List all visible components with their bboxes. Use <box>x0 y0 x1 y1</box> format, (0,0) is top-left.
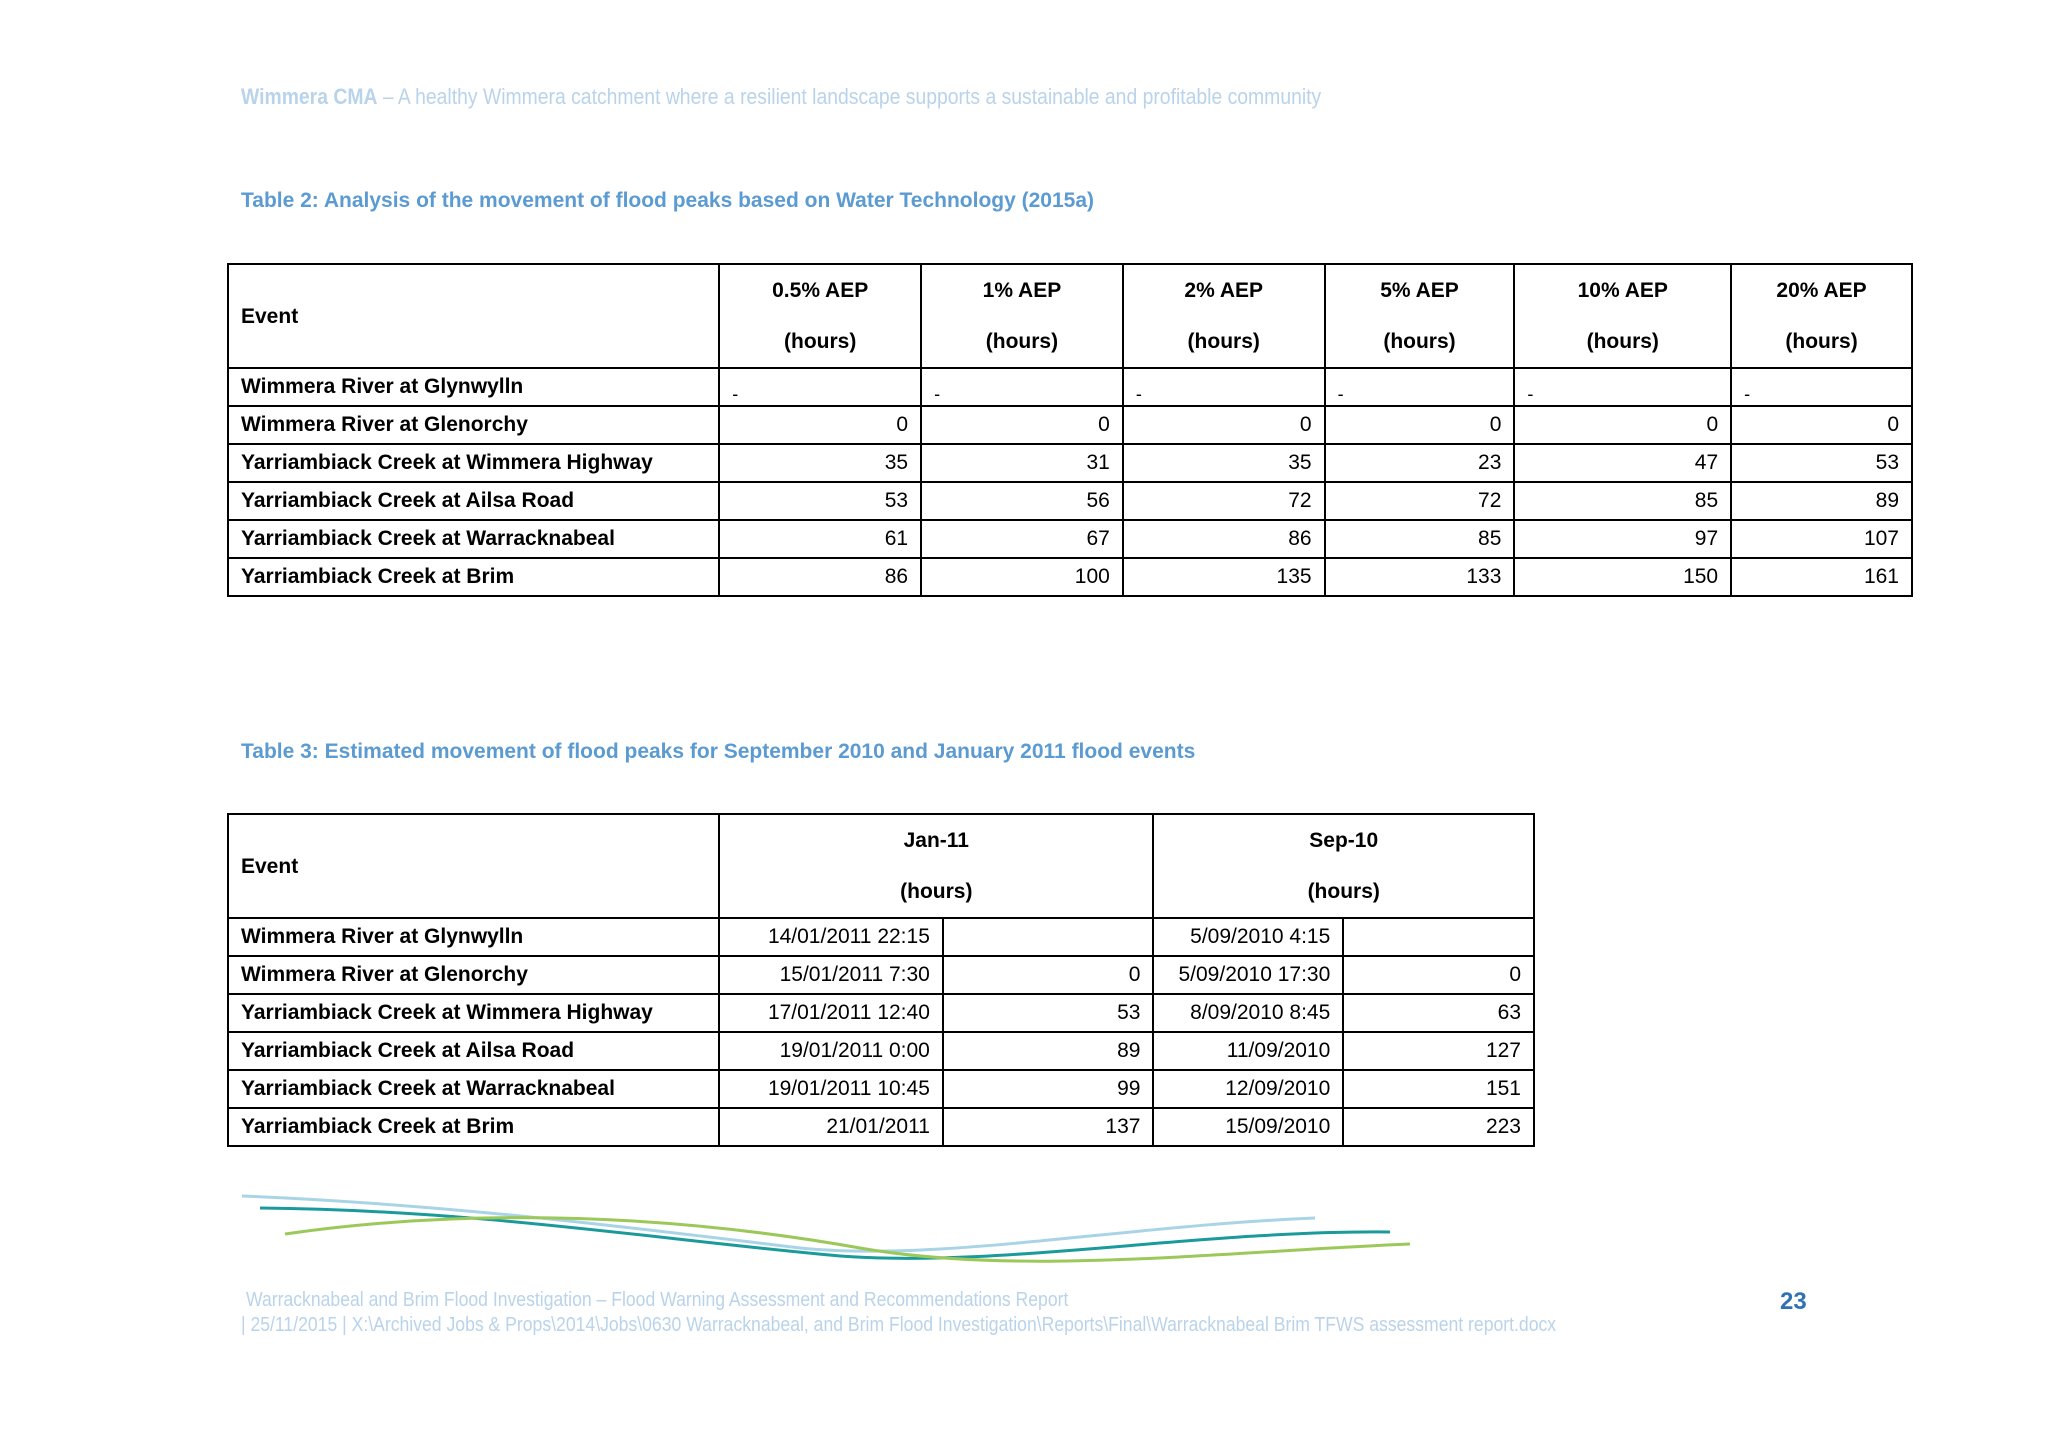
cell-sep-hours: 223 <box>1343 1108 1534 1146</box>
table2-header-row <box>228 264 1912 368</box>
table-row <box>228 520 1912 558</box>
cell-jan-hours: 0 <box>943 956 1154 994</box>
cell-value: - <box>1731 368 1912 406</box>
footer-wave-graphic <box>240 1186 1420 1266</box>
row-event: Yarriambiack Creek at Warracknabeal <box>228 1070 719 1108</box>
table-row <box>228 482 1912 520</box>
cell-value: 0 <box>719 406 921 444</box>
cell-sep-hours: 0 <box>1343 956 1534 994</box>
row-event: Wimmera River at Glenorchy <box>228 956 719 994</box>
cell-value: 53 <box>719 482 921 520</box>
cell-jan-date: 17/01/2011 12:40 <box>719 994 943 1032</box>
col-unit: (hours) <box>1785 330 1858 353</box>
cell-value: - <box>719 368 921 406</box>
cell-value: 72 <box>1325 482 1515 520</box>
header-tagline: – A healthy Wimmera catchment where a resilient landscape supports a sustainable and profitable community <box>377 84 1322 109</box>
cell-sep-hours <box>1343 918 1534 956</box>
cell-jan-hours: 137 <box>943 1108 1154 1146</box>
cell-value: 133 <box>1325 558 1515 596</box>
table3-event-header: Event <box>228 814 719 918</box>
cell-jan-date: 19/01/2011 10:45 <box>719 1070 943 1108</box>
table2 <box>227 263 1913 597</box>
cell-value: 150 <box>1514 558 1731 596</box>
cell-value: 97 <box>1514 520 1731 558</box>
header-brand: Wimmera CMA <box>241 84 378 109</box>
cell-value: 72 <box>1123 482 1325 520</box>
table-row <box>228 994 1534 1032</box>
cell-value: 85 <box>1325 520 1515 558</box>
row-event: Yarriambiack Creek at Brim <box>228 558 719 596</box>
table-row <box>228 444 1912 482</box>
table-row <box>228 1070 1534 1108</box>
cell-value: 31 <box>921 444 1123 482</box>
cell-jan-hours: 89 <box>943 1032 1154 1070</box>
cell-value: 135 <box>1123 558 1325 596</box>
col-label: 2% AEP <box>1184 279 1263 302</box>
col-unit: (hours) <box>1586 330 1659 353</box>
cell-value: 0 <box>921 406 1123 444</box>
table-row <box>228 1108 1534 1146</box>
cell-jan-date: 15/01/2011 7:30 <box>719 956 943 994</box>
cell-sep-hours: 151 <box>1343 1070 1534 1108</box>
cell-sep-date: 5/09/2010 4:15 <box>1153 918 1343 956</box>
cell-value: 53 <box>1731 444 1912 482</box>
row-event: Wimmera River at Glynwylln <box>228 918 719 956</box>
cell-value: 35 <box>1123 444 1325 482</box>
footer-title: Warracknabeal and Brim Flood Investigation – Flood Warning Assessment and Recommendations Report <box>246 1289 1069 1311</box>
table3 <box>227 813 1535 1147</box>
cell-value: 56 <box>921 482 1123 520</box>
cell-value: 89 <box>1731 482 1912 520</box>
table3-col-header <box>1153 814 1534 918</box>
cell-value: 0 <box>1123 406 1325 444</box>
col-unit: (hours) <box>784 330 857 353</box>
col-unit: (hours) <box>1307 880 1380 903</box>
cell-value: 0 <box>1514 406 1731 444</box>
cell-sep-date: 8/09/2010 8:45 <box>1153 994 1343 1032</box>
row-event: Yarriambiack Creek at Wimmera Highway <box>228 444 719 482</box>
table-row <box>228 558 1912 596</box>
table3-caption: Table 3: Estimated movement of flood peaks for September 2010 and January 2011 flood events <box>241 740 1196 763</box>
cell-value: 86 <box>1123 520 1325 558</box>
document-header <box>241 84 1321 110</box>
cell-sep-date: 15/09/2010 <box>1153 1108 1343 1146</box>
table-row <box>228 1032 1534 1070</box>
cell-value: - <box>1325 368 1515 406</box>
cell-value: 67 <box>921 520 1123 558</box>
col-label: Sep-10 <box>1309 829 1379 852</box>
cell-jan-date: 19/01/2011 0:00 <box>719 1032 943 1070</box>
cell-sep-date: 12/09/2010 <box>1153 1070 1343 1108</box>
col-label: 10% AEP <box>1577 279 1668 302</box>
cell-sep-hours: 127 <box>1343 1032 1534 1070</box>
cell-value: 85 <box>1514 482 1731 520</box>
col-label: Jan-11 <box>903 829 969 852</box>
col-label: 5% AEP <box>1380 279 1459 302</box>
table2-event-header: Event <box>228 264 719 368</box>
table-row <box>228 956 1534 994</box>
table2-col-header <box>1731 264 1912 368</box>
cell-value: 100 <box>921 558 1123 596</box>
row-event: Yarriambiack Creek at Wimmera Highway <box>228 994 719 1032</box>
table2-caption: Table 2: Analysis of the movement of flood peaks based on Water Technology (2015a) <box>241 189 1095 212</box>
table2-col-header <box>1514 264 1731 368</box>
table-row <box>228 406 1912 444</box>
cell-sep-date: 5/09/2010 17:30 <box>1153 956 1343 994</box>
row-event: Wimmera River at Glynwylln <box>228 368 719 406</box>
col-label: 0.5% AEP <box>772 279 869 302</box>
row-event: Yarriambiack Creek at Brim <box>228 1108 719 1146</box>
table3-header-row <box>228 814 1534 918</box>
cell-value: 23 <box>1325 444 1515 482</box>
cell-value: - <box>1123 368 1325 406</box>
table2-col-header <box>719 264 921 368</box>
col-label: 1% AEP <box>982 279 1062 302</box>
cell-value: 107 <box>1731 520 1912 558</box>
table2-col-header <box>1123 264 1325 368</box>
cell-jan-date: 14/01/2011 22:15 <box>719 918 943 956</box>
col-label: 20% AEP <box>1776 279 1867 302</box>
col-unit: (hours) <box>985 330 1059 353</box>
cell-value: 0 <box>1731 406 1912 444</box>
cell-value: - <box>921 368 1123 406</box>
cell-value: - <box>1514 368 1731 406</box>
cell-jan-hours <box>943 918 1154 956</box>
cell-value: 47 <box>1514 444 1731 482</box>
cell-jan-date: 21/01/2011 <box>719 1108 943 1146</box>
cell-value: 0 <box>1325 406 1515 444</box>
cell-jan-hours: 99 <box>943 1070 1154 1108</box>
row-event: Wimmera River at Glenorchy <box>228 406 719 444</box>
row-event: Yarriambiack Creek at Warracknabeal <box>228 520 719 558</box>
cell-jan-hours: 53 <box>943 994 1154 1032</box>
table-row <box>228 918 1534 956</box>
table3-col-header <box>719 814 1153 918</box>
page-number: 23 <box>1780 1288 1807 1315</box>
col-unit: (hours) <box>900 880 973 903</box>
table2-col-header <box>1325 264 1515 368</box>
footer-file-path: | 25/11/2015 | X:\Archived Jobs & Props\2014\Jobs\0630 Warracknabeal, and Brim Flood Investigation\Reports\Final\Warracknabeal Brim TFWS assessment report.docx <box>241 1314 1557 1336</box>
cell-value: 61 <box>719 520 921 558</box>
table-row <box>228 368 1912 406</box>
cell-sep-date: 11/09/2010 <box>1153 1032 1343 1070</box>
col-unit: (hours) <box>1383 330 1456 353</box>
table2-col-header <box>921 264 1123 368</box>
cell-sep-hours: 63 <box>1343 994 1534 1032</box>
row-event: Yarriambiack Creek at Ailsa Road <box>228 1032 719 1070</box>
cell-value: 35 <box>719 444 921 482</box>
wave-green <box>285 1218 1410 1262</box>
cell-value: 86 <box>719 558 921 596</box>
col-unit: (hours) <box>1187 330 1260 353</box>
row-event: Yarriambiack Creek at Ailsa Road <box>228 482 719 520</box>
cell-value: 161 <box>1731 558 1912 596</box>
